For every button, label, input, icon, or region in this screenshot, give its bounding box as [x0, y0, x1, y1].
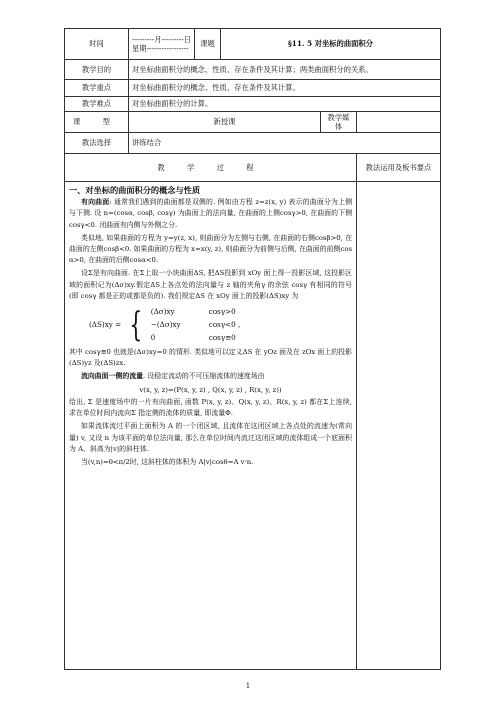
media-value [357, 112, 441, 133]
formula-cases [151, 305, 269, 344]
paragraph-projection: 设Σ是有向曲面. 在Σ上取一小块曲面ΔS, 把ΔS投影到 xOy 面上得一投影区域, 这投影区域的面积记为(Δσ)xy.假定ΔS上各点处的法向量与 z 轴的夹角γ 的余弦 cosγ 有相同的符号(即 cosγ 都是正的或都是负的). 我们规定ΔS 在 xOy 面上的投影(ΔS)xy 为 [69, 269, 352, 300]
difficulty-text: 对坐标曲面积分的计算。 [129, 97, 441, 112]
case-value: (Δσ)xy [150, 307, 175, 317]
lesson-type-value: 新授课 [129, 112, 321, 133]
case-value: −(Δσ)xy [150, 320, 181, 330]
page-number: 1 [245, 682, 251, 690]
formula-lhs: (ΔS)xy = [89, 320, 122, 330]
paragraph-text: . 设稳定流动的不可压缩流体的速度场由 [143, 372, 265, 381]
paragraph-flux-setup: 给出, Σ 是速度场中的一片有向曲面, 函数 P(x, y, z)、Q(x, y, z)、R(x, y, z) 都在Σ上连续, 求在单位时间内流向Σ 指定侧的流体的质量, 即流量Φ. [69, 397, 352, 418]
case-condition: cosγ<0 , [208, 320, 241, 330]
section-heading: 一、对坐标的曲面积分的概念与性质 [69, 185, 201, 195]
paragraph-projection-note: 其中 cosγ≡0 也就是(Δσ)xy=0 的情形. 类似地可以定义ΔS 在 yOz 面及在 zOx 面上的投影(ΔS)yz 及(ΔS)zx. [69, 348, 352, 368]
case-condition: cosγ≡0 [208, 333, 236, 343]
term-flux: 流向曲面一侧的流量 [81, 372, 144, 381]
goal-text: 对坐标曲面积分的概念、性质、存在条件及其计算；两类曲面积分的关系。 [129, 60, 441, 80]
time-label: 时间 [65, 29, 129, 60]
key-point-text: 对坐标曲面积分的概念、性质、存在条件及其计算。 [129, 80, 441, 97]
method-value: 讲练结合 [129, 133, 441, 154]
weekday-line: 星期----------------- [132, 44, 189, 53]
notes-body [357, 182, 441, 670]
lesson-type-label: 课 型 [65, 112, 129, 133]
lesson-title: §11. 5 对坐标的曲面积分 [221, 29, 441, 60]
method-label: 教法选择 [65, 133, 129, 154]
process-body [65, 182, 357, 670]
goal-label: 教学目的 [65, 60, 129, 80]
date-line: ---------月---------日 [132, 34, 191, 44]
notes-heading: 教法运用及板书要点 [357, 154, 441, 182]
date-cell [129, 29, 195, 60]
case-condition: cosγ>0 [208, 307, 236, 317]
case-value: 0 [150, 333, 156, 343]
media-label: 教学媒体 [321, 112, 357, 133]
paragraph-volume: 当(v,n)=θ<π/2时, 这斜柱体的体积为 A|v|cosθ=A v·n. [81, 457, 254, 466]
difficulty-label: 教学难点 [65, 97, 129, 112]
projection-formula [89, 305, 352, 344]
key-point-label: 教学重点 [65, 80, 129, 97]
process-heading: 教 学 过 程 [65, 154, 357, 182]
lesson-plan-table [64, 28, 441, 670]
paragraph-text: : 通常我们遇到的曲面都是双侧的. 例如由方程 z=z(x, y) 表示的曲面分为上侧与下侧. 设 n=(cosα, cosβ, cosγ) 为曲面上的法向量, 在曲面的上侧cosγ>0, 在曲面的下侧cosγ<0. 闭曲面有内侧与外侧之分. [69, 198, 353, 229]
term-oriented-surface: 有向曲面 [81, 198, 110, 207]
topic-label: 课题 [195, 29, 221, 60]
brace-symbol: { [129, 304, 143, 345]
paragraph-other-sides: 类似地, 如果曲面的方程为 y=y(z, x), 则曲面分为左侧与右侧, 在曲面的右侧cosβ>0, 在曲面的左侧cosβ<0. 如果曲面的方程为 x=x(y, z), 则曲面分为前侧与后侧, 在曲面的前侧cos α>0, 在曲面的后侧cosα<0. [69, 233, 352, 265]
paragraph-flat-case: 如果流体流过平面上面积为 A 的一个闭区域, 且流体在这闭区域上各点处的流速为(常向量) v, 又设 n 为该平面的单位法向量, 那么在单位时间内流过这闭区域的流体组成一个底面积为 A、斜高为|v|的斜柱体. [69, 422, 352, 453]
velocity-field-formula: v(x, y, z)=(P(x, y, z) , Q(x, y, z) , R(x, y, z)) [139, 385, 282, 394]
paragraph-flux [69, 371, 352, 382]
paragraph-oriented-surface [69, 197, 352, 231]
